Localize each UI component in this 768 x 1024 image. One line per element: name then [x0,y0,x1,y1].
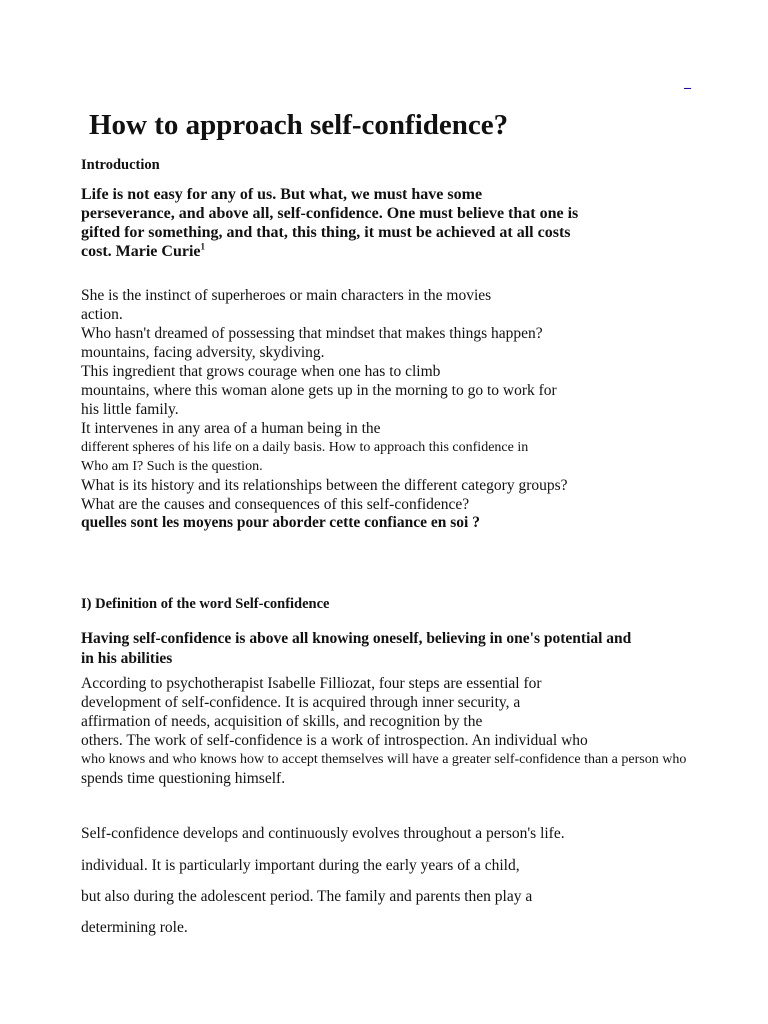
paragraph-line: What are the causes and consequences of this self-confidence? [81,496,470,513]
development-line: determining role. [81,919,188,936]
development-line: individual. It is particularly important during the early years of a child, [81,857,520,874]
paragraph-line: Who hasn't dreamed of possessing that mindset that makes things happen? [81,325,543,342]
paragraph-line: mountains, where this woman alone gets up in the morning to go to work for [81,382,557,399]
definition-paragraph [81,674,686,788]
development-line: Self-confidence develops and continuously evolves throughout a person's life. [81,825,565,842]
introduction-paragraph [81,286,568,514]
paragraph-line: This ingredient that grows courage when one has to climb [81,363,441,380]
paragraph-line: different spheres of his life on a daily basis. How to approach this confidence in [81,440,529,455]
top-link[interactable]: _ [684,76,691,91]
lead-line: in his abilities [81,649,173,667]
quote-line: Life is not easy for any of us. But what, we must have some [81,186,483,203]
marie-curie-quote [81,185,578,261]
definition-lead [81,629,631,668]
paragraph-line: spends time questioning himself. [81,770,286,787]
paragraph-line: mountains, facing adversity, skydiving. [81,344,325,361]
page-title: How to approach self-confidence? [89,109,509,141]
paragraph-line: It intervenes in any area of a human being in the [81,420,381,437]
quote-line: gifted for something, and that, this thing, it must be achieved at all costs [81,224,571,241]
development-line: but also during the adolescent period. The family and parents then play a [81,888,533,905]
section-heading: I) Definition of the word Self-confidence [81,596,330,612]
paragraph-line: others. The work of self-confidence is a work of introspection. An individual who [81,732,588,749]
paragraph-line: his little family. [81,401,179,418]
paragraph-line: who knows and who knows how to accept themselves will have a greater self-confidence than a person who [81,752,687,767]
paragraph-line: Who am I? Such is the question. [81,459,263,474]
closing-question: quelles sont les moyens pour aborder cette confiance en soi ? [81,514,480,531]
quote-line: perseverance, and above all, self-confidence. One must believe that one is [81,205,579,222]
introduction-heading: Introduction [81,157,160,173]
paragraph-line: She is the instinct of superheroes or main characters in the movies [81,287,492,304]
paragraph-line: According to psychotherapist Isabelle Filliozat, four steps are essential for [81,675,542,692]
paragraph-line: affirmation of needs, acquisition of skills, and recognition by the [81,713,483,730]
quote-attribution: cost. Marie Curie [81,243,201,260]
paragraph-line: development of self-confidence. It is acquired through inner security, a [81,694,521,711]
footnote-marker: 1 [200,241,206,252]
paragraph-line: What is its history and its relationships between the different category groups? [81,477,568,494]
lead-line: Having self-confidence is above all knowing oneself, believing in one's potential and [81,630,632,647]
paragraph-line: action. [81,306,123,323]
quote-line [81,242,578,261]
